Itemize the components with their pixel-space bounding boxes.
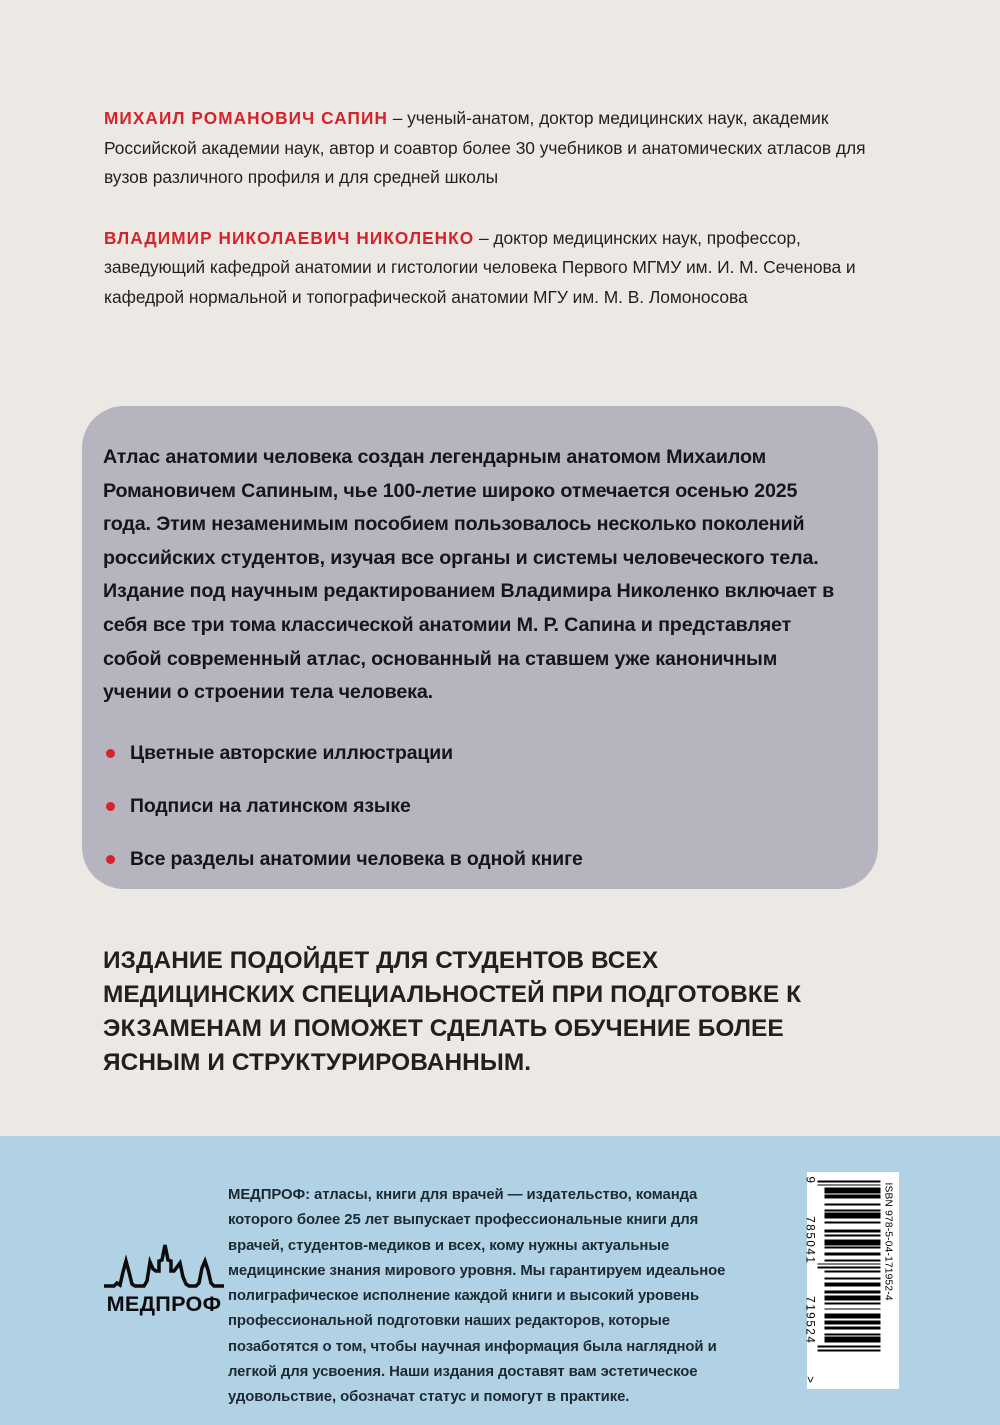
publisher-description: [228, 1183, 758, 1411]
description-panel-content: [103, 441, 843, 872]
barcode-bar: [824, 1194, 880, 1198]
list-item: [103, 846, 843, 872]
barcode-bar: [824, 1239, 880, 1244]
barcode-bar: [824, 1248, 880, 1252]
barcode-digit-left: 9: [803, 1176, 816, 1185]
tagline-line: ЭКЗАМЕНАМ И ПОМОЖЕТ СДЕЛАТЬ ОБУЧЕНИЕ БОЛЕЕ: [103, 1015, 784, 1042]
barcode-bar: [824, 1295, 880, 1300]
kremlin-skyline-icon: [103, 1241, 225, 1288]
isbn-barcode: [803, 1172, 899, 1389]
barcode-bar: [824, 1309, 880, 1313]
tagline-line: МЕДИЦИНСКИХ СПЕЦИАЛЬНОСТЕЙ ПРИ ПОДГОТОВКЕ К: [103, 981, 802, 1008]
author-name-sapin: МИХАИЛ РОМАНОВИЧ САПИН: [104, 108, 388, 128]
barcode-bar: [824, 1290, 880, 1294]
feature-label: Подписи на латинском языке: [130, 794, 411, 817]
author-paragraph-2: [104, 224, 894, 313]
barcode-bars: [817, 1174, 880, 1387]
barcode-bar: [824, 1205, 880, 1209]
publisher-logo-text: МЕДПРОФ: [106, 1291, 222, 1316]
feature-label: Все разделы анатомии человека в одной книге: [130, 847, 583, 870]
barcode-bar: [824, 1198, 880, 1203]
author-paragraph-1: [104, 104, 894, 193]
barcode-bar: [824, 1218, 880, 1222]
barcode-rotated-content: [803, 1172, 899, 1389]
barcode-bar: [824, 1212, 880, 1217]
barcode-bar: [824, 1336, 880, 1341]
barcode-bar: [824, 1282, 880, 1286]
barcode-bar: [824, 1236, 880, 1240]
author-name-nikolenko: ВЛАДИМИР НИКОЛАЕВИЧ НИКОЛЕНКО: [104, 227, 475, 248]
barcode-digit-main: 785041: [803, 1215, 816, 1265]
barcode-digit-end: >: [803, 1375, 816, 1384]
barcode-bar: [824, 1187, 880, 1192]
barcode-digit-right: 719524: [803, 1295, 816, 1344]
feature-label: Цветные авторские иллюстрации: [130, 741, 453, 764]
description-paragraph: Атлас анатомии человека создан легендарным анатомом Михаилом Романовичем Сапиным, чье 100-летие широко отмечается осенью 2025 года. Этим незаменимым пособием пользовалось несколько поколений российских студентов, изучая все органы и системы человеческого тела. Издание под научным редактированием Владимира Николенко включает в себя все три тома классической анатомии М. Р. Сапина и представляет собой современный атлас, основанный на ставшем уже каноничным учении о строении тела человека.: [103, 446, 835, 704]
barcode-bar: [824, 1313, 880, 1318]
publisher-description-text: МЕДПРОФ: атласы, книги для врачей — издательство, команда которого более 25 лет выпускает профессиональные книги для врачей, студентов-медиков и всех, кому нужны актуальные медицинские знания мирового уровня. Мы гарантируем идеальное полиграфическое исполнение каждой книги и высокий уровень профессиональной подготовки наших редакторов, которые позаботятся о том, чтобы научная информация была наглядной и легкой для усвоения. Наши издания доставят вам эстетическое удовольствие, обозначат статус и помогут в практике.: [228, 1187, 726, 1406]
list-item: [103, 740, 843, 766]
tagline: [103, 944, 903, 1080]
barcode-bar: [824, 1320, 880, 1324]
list-item: [103, 793, 843, 819]
barcode-bar: [824, 1304, 880, 1308]
publisher-logo: [103, 1241, 225, 1317]
bullet-dot-icon: [106, 855, 115, 864]
feature-list: [103, 740, 843, 872]
tagline-line: ЯСНЫМ И СТРУКТУРИРОВАННЫМ.: [103, 1049, 532, 1076]
barcode-bar: [824, 1329, 880, 1333]
authors-block: [104, 104, 894, 343]
author-description-nikolenko: – доктор медицинских наук, профессор, заведующий кафедрой анатомии и гистологии человека Первого МГМУ им. И. М. Сеченова и кафедрой нормальной и топографической анатомии МГУ им. М. В. Ломоносова: [104, 227, 856, 307]
barcode-bar: [824, 1252, 880, 1256]
barcode-bar: [824, 1279, 880, 1283]
barcode-bar: [824, 1255, 880, 1259]
author-description-sapin: – ученый-анатом, доктор медицинских наук, академик Российской академии наук, автор и соавтор более 30 учебников и анатомических атласов для вузов различного профиля и для средней школы: [104, 108, 866, 187]
bullet-dot-icon: [106, 802, 115, 811]
isbn-label: ISBN 978-5-04-171952-4: [882, 1182, 893, 1301]
barcode-bar: [824, 1223, 880, 1228]
tagline-line: ИЗДАНИЕ ПОДОЙДЕТ ДЛЯ СТУДЕНТОВ ВСЕХ: [103, 947, 659, 974]
barcode-bar: [824, 1286, 880, 1290]
bullet-dot-icon: [106, 749, 115, 758]
barcode-bar: [824, 1342, 880, 1346]
barcode-bar: [824, 1272, 880, 1277]
barcode-bar: [824, 1229, 880, 1233]
barcode-bar: [824, 1326, 880, 1330]
barcode-bar: [817, 1349, 880, 1351]
barcode-digits: [803, 1174, 817, 1387]
